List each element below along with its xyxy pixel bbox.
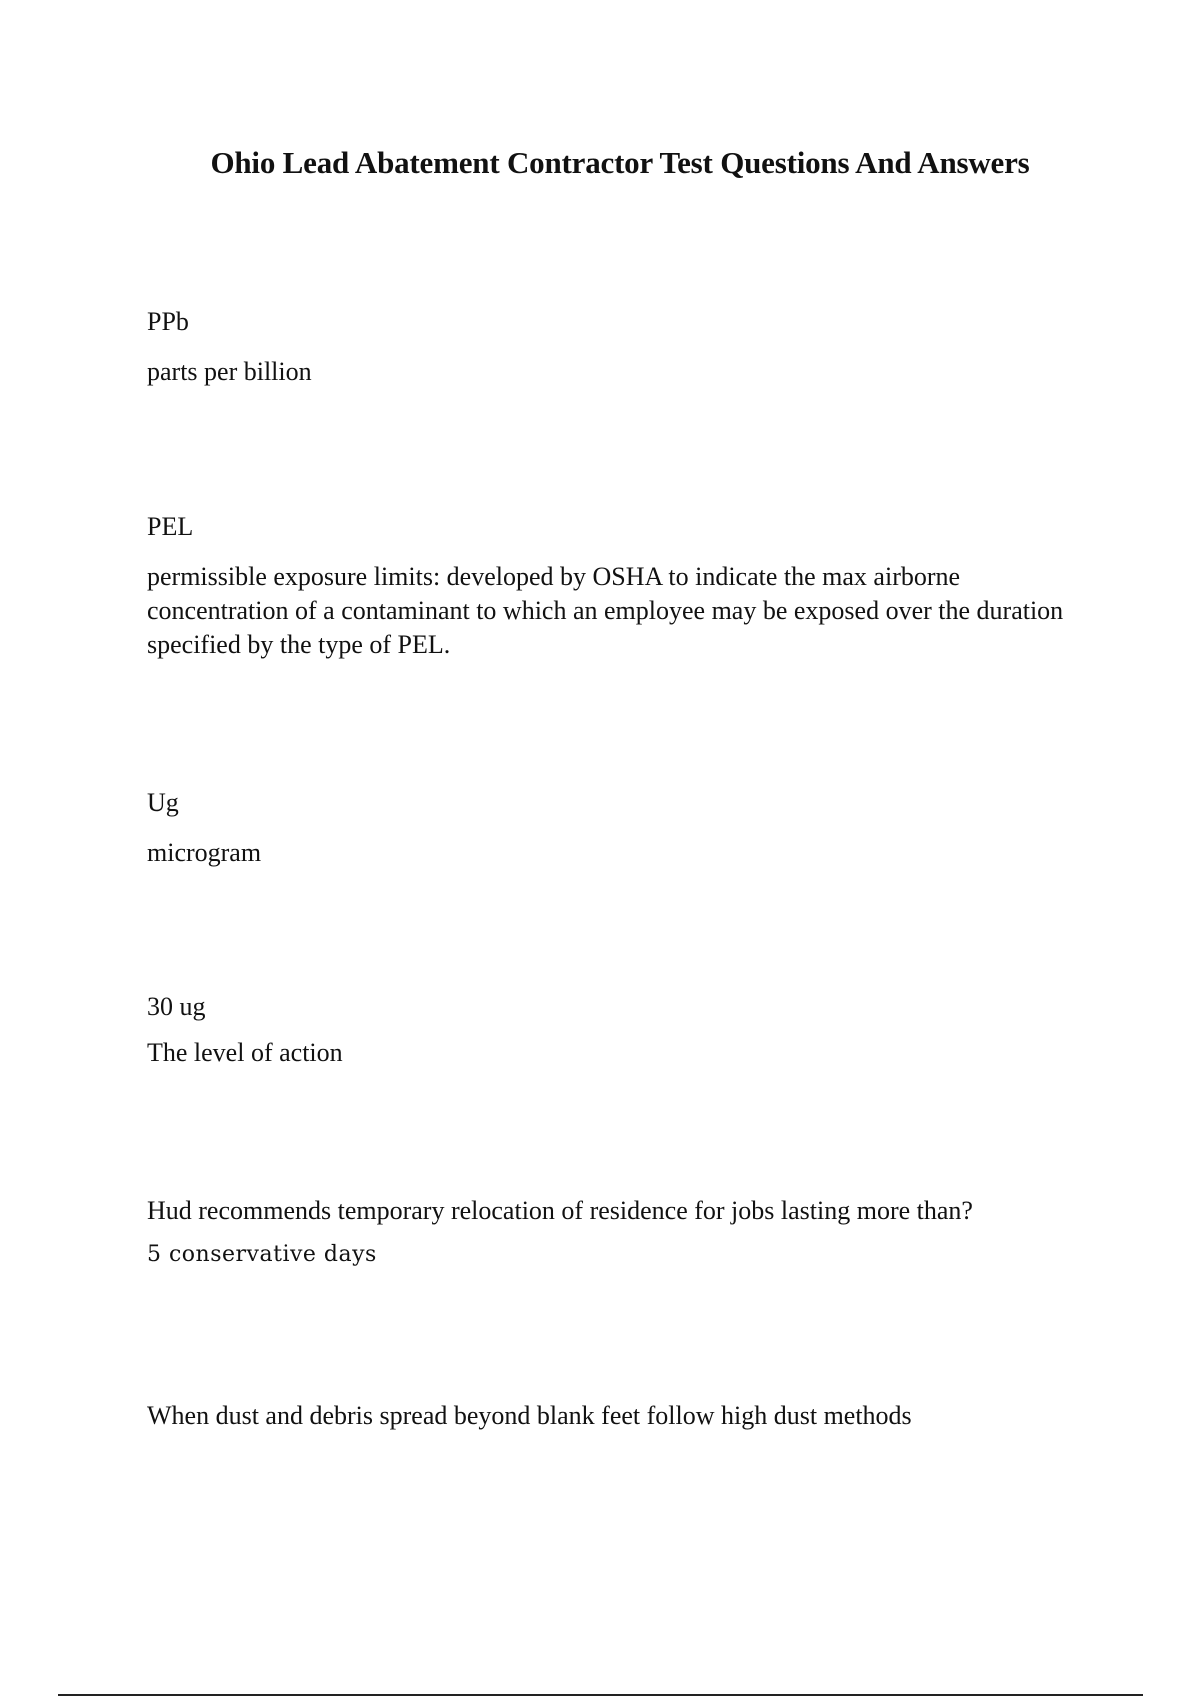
card-term: Ug [147,788,179,817]
card-term: PPb [147,307,189,336]
card-definition: The level of action [147,1038,343,1062]
card-definition: 5 conservative days [147,1242,377,1267]
card-definition: microgram [147,838,262,867]
card-term: 30 ug [147,992,206,1021]
flashcard [147,990,1077,1062]
flashcard [147,1399,1077,1433]
card-definition: permissible exposure limits: developed by OSHA to indicate the max airborne concentration of a contaminant to which an employee may be exposed over the duration specified by the type of PEL. [147,562,1064,659]
flashcard [147,510,1077,662]
card-term: PEL [147,512,194,541]
flashcard [147,786,1077,870]
card-term: Hud recommends temporary relocation of residence for jobs lasting more than? [147,1196,973,1225]
document-title: Ohio Lead Abatement Contractor Test Questions And Answers [210,145,1030,180]
footer-divider [58,1694,1143,1696]
card-term: When dust and debris spread beyond blank feet follow high dust methods [147,1401,912,1430]
card-definition: parts per billion [147,357,312,386]
flashcard [147,305,1077,389]
flashcard [147,1194,1077,1272]
